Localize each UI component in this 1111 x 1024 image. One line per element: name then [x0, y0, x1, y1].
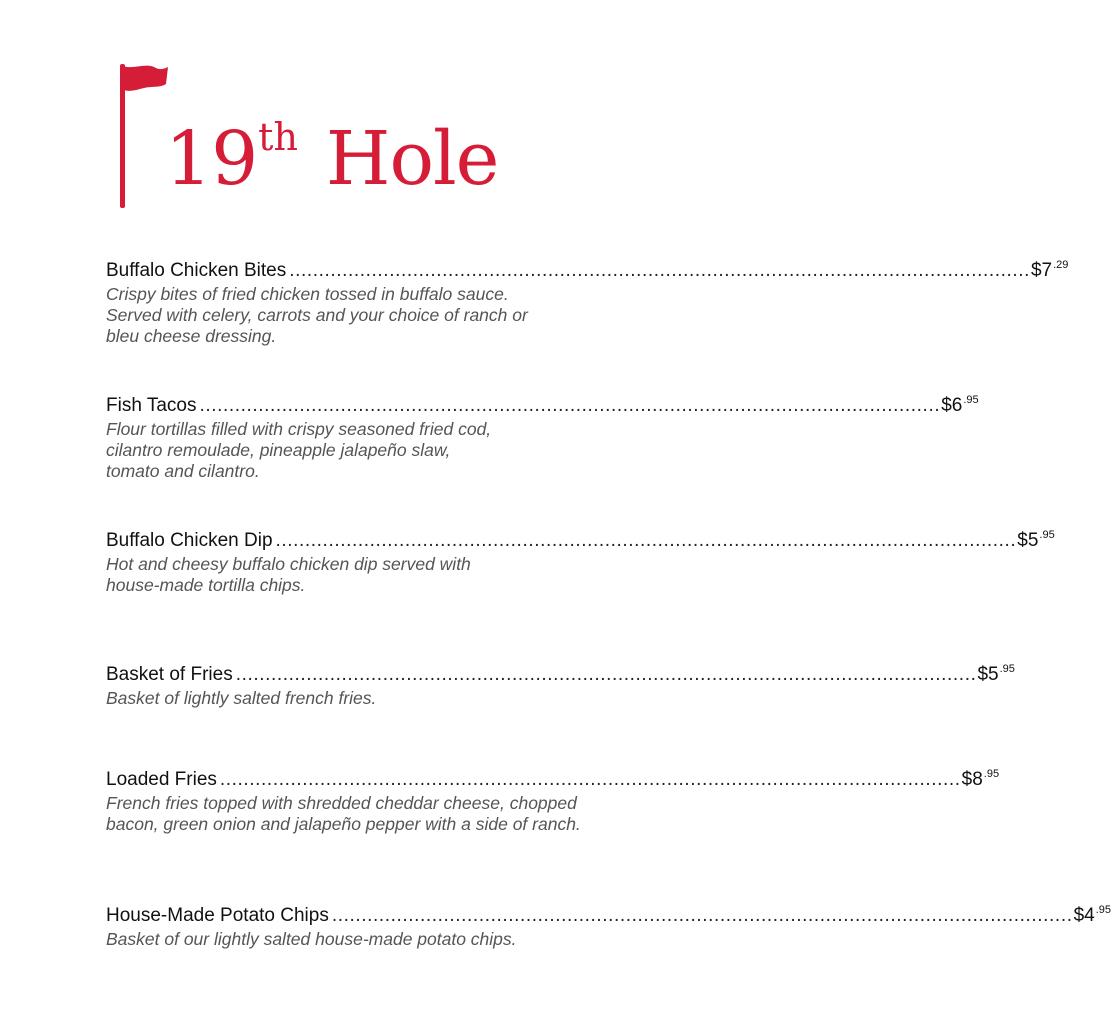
item-name: Basket of Fries	[106, 664, 233, 685]
price-cents: .95	[1039, 529, 1055, 541]
menu-item-house-made-potato-chips	[106, 899, 1111, 950]
title-number: 19	[165, 116, 258, 202]
leader-dots: ..............................................................................................................................	[199, 395, 941, 416]
price-cents: .95	[999, 663, 1015, 675]
leader-dots: ..............................................................................................................................	[331, 905, 1073, 926]
item-price	[941, 389, 978, 417]
page-title	[165, 115, 499, 202]
item-price	[1017, 524, 1054, 552]
item-price	[962, 763, 999, 791]
item-name: Buffalo Chicken Bites	[106, 260, 287, 281]
item-row	[106, 254, 1069, 282]
menu-item-basket-of-fries	[106, 658, 1015, 709]
item-name: Fish Tacos	[106, 395, 197, 416]
item-row	[106, 524, 1055, 552]
menu-item-buffalo-chicken-dip	[106, 524, 1055, 596]
price-dollars: $5	[977, 664, 999, 685]
price-cents: .95	[1095, 904, 1111, 916]
price-dollars: $7	[1030, 260, 1053, 281]
price-dollars: $5	[1017, 530, 1039, 551]
item-price	[977, 658, 1014, 686]
leader-dots: ..............................................................................................................................	[219, 769, 961, 790]
item-row	[106, 763, 1000, 791]
item-row	[106, 658, 1015, 686]
title-word: Hole	[325, 116, 499, 202]
item-name: House-Made Potato Chips	[106, 905, 329, 926]
item-row	[106, 389, 979, 417]
item-name: Buffalo Chicken Dip	[106, 530, 273, 551]
item-description: French fries topped with shredded cheddar cheese, chopped bacon, green onion and jalapeño pepper with a side of ranch.	[106, 793, 581, 834]
item-name: Loaded Fries	[106, 769, 217, 790]
golf-flag-icon	[116, 62, 172, 210]
price-dollars: $4	[1073, 905, 1095, 926]
price-cents: .29	[1053, 259, 1069, 271]
item-description: Basket of lightly salted french fries.	[106, 688, 377, 708]
title-suffix: th	[258, 115, 298, 159]
price-cents: .95	[983, 768, 1000, 780]
price-dollars: $6	[941, 395, 963, 416]
item-price	[1031, 254, 1068, 282]
menu-item-loaded-fries	[106, 763, 1000, 835]
leader-dots: ..............................................................................................................................	[235, 664, 977, 685]
item-row	[106, 899, 1111, 927]
price-cents: .95	[963, 394, 979, 406]
menu-item-fish-tacos	[106, 389, 979, 482]
item-price	[1074, 899, 1111, 927]
leader-dots: ..............................................................................................................................	[289, 260, 1030, 281]
leader-dots: ..............................................................................................................................	[275, 530, 1017, 551]
menu-item-buffalo-chicken-bites	[106, 254, 1069, 347]
item-description: Hot and cheesy buffalo chicken dip served with house-made tortilla chips.	[106, 554, 471, 595]
item-description: Basket of our lightly salted house-made potato chips.	[106, 929, 517, 949]
item-description: Flour tortillas filled with crispy seasoned fried cod, cilantro remoulade, pineapple jalapeño slaw, tomato and cilantro.	[106, 419, 492, 481]
price-dollars: $8	[961, 769, 983, 790]
item-description: Crispy bites of fried chicken tossed in buffalo sauce. Served with celery, carrots and your choice of ranch or bleu cheese dressing.	[106, 284, 528, 346]
